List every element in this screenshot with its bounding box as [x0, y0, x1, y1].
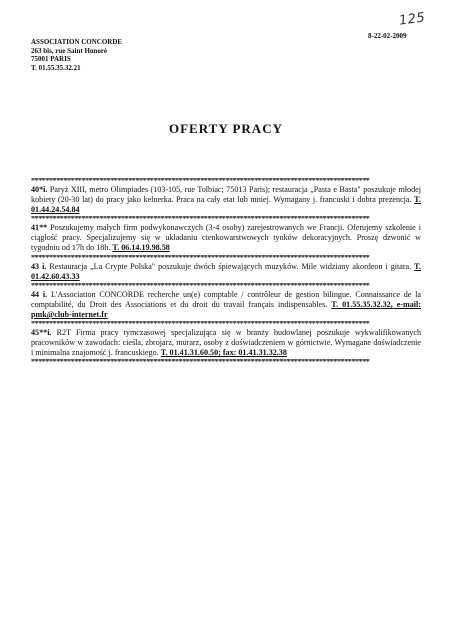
job-listing [31, 327, 421, 359]
job-listing [31, 289, 421, 321]
listing-contact: T. 01.42.60.43.33 [31, 261, 421, 281]
listing-contact: T. 06.14.19.98.58 [112, 243, 170, 253]
separator: ********************************************************************************************** [31, 254, 370, 261]
job-listing [31, 222, 421, 254]
listing-contact: T. 01.41.31.60.50; fax: 01.41.31.32.38 [160, 348, 287, 358]
document-date: 8-22-02-2009 [368, 32, 407, 40]
listing-number: 41** [31, 223, 48, 233]
listing-text: R2T Firma pracy tymczasowej specjalizująca się w branży budowlanej poszukuje wykwalifikowanych pracowników w zawodach: cieśla, zbrojarz, murarz, osoby z doświadczeniem w górnictwie. Wymagane doświadczenie i minimalna znajomość j. francuskiego. [31, 328, 421, 358]
listing-number: 45**i. [31, 328, 52, 338]
separator: ********************************************************************************************** [31, 282, 370, 289]
listing-number: 44 i. [31, 289, 48, 299]
job-listing [31, 184, 421, 216]
listing-number: 43 i. [31, 261, 47, 271]
separator: ********************************************************************************************** [31, 178, 370, 184]
association-header [31, 38, 122, 72]
separator: ********************************************************************************************** [31, 321, 370, 328]
listing-number: 40*i. [31, 185, 48, 194]
listing-contact: T. 01.55.35.32.32, e-mail: pmk@club-internet.fr [31, 299, 421, 319]
association-address-street: 263 bis, rue Saint Honoré [31, 46, 108, 55]
listing-text: Restauracja „La Crypte Polska" poszukuje dwóch śpiewających muzyków. Mile widziany akordeon i gitara. [46, 261, 415, 271]
listing-text: Poszukujemy małych firm podwykonawczych (3-4 osoby) zarejestrowanych we Francji. Oferujemy szkolenie i ciągłość pracy. Specjalizujemy się w układaniu cienkowarstwowych tynków dekoracyjnych. Proszę dzwonić w tygodniu od 17h do 18h. [31, 223, 421, 253]
listing-contact: T. 01.44.24.54.84 [31, 195, 421, 215]
association-phone: T. 01.55.35.32.21 [31, 63, 81, 72]
job-listings [31, 178, 421, 365]
separator: ********************************************************************************************** [31, 216, 370, 223]
handwritten-page-number: 125 [398, 10, 427, 29]
separator: ********************************************************************************************** [31, 359, 370, 366]
listing-text: Paryż XIII, metro Olimpiades (103-105, rue Tolbiac; 75013 Paris); restauracja „Pasta e Basta" poszukuje młodej kobiety (20-30 lat) do pracy jako kelnerka. Praca na cały etat lub mniej. Wymagany j. francuski i dobra prezencja. [31, 185, 421, 205]
listing-text: L'Association CONCORDE recherche un(e) comptable / contrôleur de gestion bilingue. Connaissance de la comptabilité, du Droit des Associations et du droit du travail français indispensables. [31, 289, 421, 309]
job-listing [31, 261, 421, 283]
association-name: ASSOCIATION CONCORDE [31, 38, 123, 46]
page-title: OFERTY PRACY [169, 121, 283, 136]
association-address-city: 75001 PARIS [31, 55, 71, 64]
